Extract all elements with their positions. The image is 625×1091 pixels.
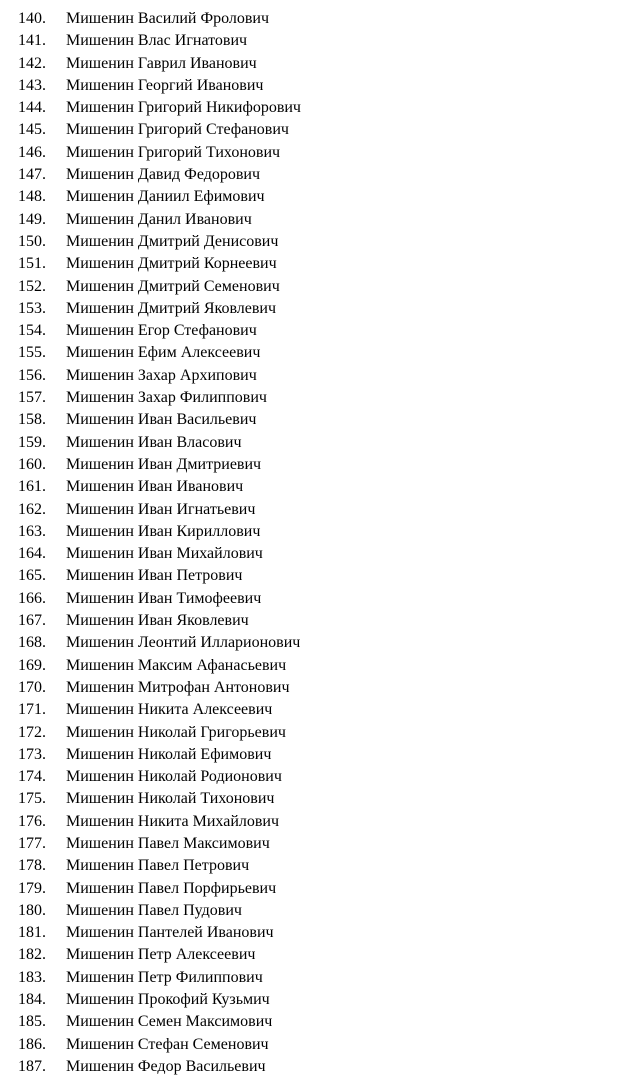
- list-item-number: 177.: [18, 834, 46, 852]
- list-item-name: Мишенин Стефан Семенович: [66, 1035, 269, 1053]
- list-item-name: Мишенин Захар Филиппович: [66, 389, 267, 407]
- list-item-number: 150.: [18, 232, 46, 250]
- list-item: [0, 164, 625, 186]
- list-item-name: Мишенин Николай Родионович: [66, 768, 282, 786]
- list-item-name: Мишенин Влас Игнатович: [66, 32, 248, 50]
- list-item: [0, 967, 625, 989]
- list-item-number: 180.: [18, 901, 46, 919]
- list-item: [0, 989, 625, 1011]
- list-item-number: 157.: [18, 389, 46, 407]
- list-item: [0, 298, 625, 320]
- list-item: [0, 632, 625, 654]
- list-item-number: 142.: [18, 54, 46, 72]
- list-item-name: Мишенин Гаврил Иванович: [66, 54, 257, 72]
- list-item-number: 168.: [18, 634, 46, 652]
- list-item: [0, 75, 625, 97]
- list-item-name: Мишенин Василий Фролович: [66, 10, 270, 27]
- list-item: [0, 432, 625, 454]
- list-item-name: Мишенин Никита Алексеевич: [66, 701, 273, 719]
- list-item: [0, 766, 625, 788]
- list-item-name: Мишенин Данил Иванович: [66, 210, 252, 228]
- list-item-name: Мишенин Леонтий Илларионович: [66, 634, 301, 652]
- list-item-number: 152.: [18, 277, 46, 295]
- list-item-name: Мишенин Иван Васильевич: [66, 411, 257, 429]
- list-item-name: Мишенин Семен Максимович: [66, 1013, 273, 1031]
- list-item: [0, 900, 625, 922]
- list-item: [0, 677, 625, 699]
- list-item: [0, 53, 625, 75]
- list-item: [0, 342, 625, 364]
- list-item-name: Мишенин Николай Григорьевич: [66, 723, 286, 741]
- list-item-number: 181.: [18, 924, 46, 942]
- list-item: [0, 610, 625, 632]
- list-item-name: Мишенин Иван Кириллович: [66, 522, 261, 540]
- list-item: [0, 699, 625, 721]
- list-item-number: 143.: [18, 76, 46, 94]
- list-item-number: 144.: [18, 99, 46, 117]
- list-item: [0, 365, 625, 387]
- list-item-name: Мишенин Иван Игнатьевич: [66, 500, 256, 518]
- list-item-name: Мишенин Павел Пудович: [66, 901, 242, 919]
- list-item-name: Мишенин Дмитрий Яковлевич: [66, 299, 277, 317]
- list-item-name: Мишенин Николай Ефимович: [66, 745, 272, 763]
- list-item-number: 141.: [18, 32, 46, 50]
- list-item: [0, 744, 625, 766]
- list-item-number: 163.: [18, 522, 46, 540]
- list-item-number: 162.: [18, 500, 46, 518]
- list-item: [0, 922, 625, 944]
- list-item-number: 164.: [18, 545, 46, 563]
- list-item-number: 165.: [18, 567, 46, 585]
- list-item-number: 149.: [18, 210, 46, 228]
- list-item: [0, 1034, 625, 1056]
- list-item: [0, 588, 625, 610]
- list-item-name: Мишенин Иван Петрович: [66, 567, 243, 585]
- list-item-name: Мишенин Давид Федорович: [66, 166, 261, 184]
- list-item: [0, 499, 625, 521]
- name-list: [0, 8, 625, 1078]
- list-item-name: Мишенин Иван Михайлович: [66, 545, 263, 563]
- list-item-name: Мишенин Григорий Стефанович: [66, 121, 289, 139]
- list-item-name: Мишенин Петр Алексеевич: [66, 946, 256, 964]
- list-item: [0, 521, 625, 543]
- list-item-number: 145.: [18, 121, 46, 139]
- list-item: [0, 655, 625, 677]
- list-item-name: Мишенин Иван Власович: [66, 433, 242, 451]
- list-item-name: Мишенин Ефим Алексеевич: [66, 344, 261, 362]
- list-item: [0, 788, 625, 810]
- list-item-name: Мишенин Павел Порфирьевич: [66, 879, 277, 897]
- list-item-name: Мишенин Павел Максимович: [66, 834, 270, 852]
- list-item-name: Мишенин Даниил Ефимович: [66, 188, 265, 206]
- list-item-number: 175.: [18, 790, 46, 808]
- list-item-name: Мишенин Павел Петрович: [66, 857, 250, 875]
- list-item-name: Мишенин Прокофий Кузьмич: [66, 991, 270, 1009]
- list-item: [0, 320, 625, 342]
- list-item-number: 161.: [18, 478, 46, 496]
- list-item-name: Мишенин Николай Тихонович: [66, 790, 275, 808]
- list-item: [0, 97, 625, 119]
- list-item-number: 171.: [18, 701, 46, 719]
- list-item-number: 140.: [18, 10, 46, 27]
- list-item-number: 167.: [18, 612, 46, 630]
- list-item-name: Мишенин Иван Иванович: [66, 478, 244, 496]
- list-item-name: Мишенин Митрофан Антонович: [66, 678, 290, 696]
- list-item-number: 178.: [18, 857, 46, 875]
- list-item-name: Мишенин Иван Дмитриевич: [66, 455, 262, 473]
- list-item: [0, 1011, 625, 1033]
- list-item: [0, 30, 625, 52]
- list-item-number: 183.: [18, 968, 46, 986]
- list-item-name: Мишенин Григорий Тихонович: [66, 143, 281, 161]
- list-item-name: Мишенин Георгий Иванович: [66, 76, 264, 94]
- list-item-name: Мишенин Петр Филиппович: [66, 968, 263, 986]
- list-item: [0, 119, 625, 141]
- list-item: [0, 387, 625, 409]
- list-item-name: Мишенин Иван Тимофеевич: [66, 589, 262, 607]
- list-item: [0, 409, 625, 431]
- list-item-number: 170.: [18, 678, 46, 696]
- list-item: [0, 454, 625, 476]
- list-item: [0, 231, 625, 253]
- list-item-name: Мишенин Дмитрий Денисович: [66, 232, 279, 250]
- list-item: [0, 722, 625, 744]
- list-item: [0, 878, 625, 900]
- list-item-number: 154.: [18, 322, 46, 340]
- list-item: [0, 855, 625, 877]
- list-item-number: 146.: [18, 143, 46, 161]
- list-item: [0, 476, 625, 498]
- list-item-number: 184.: [18, 991, 46, 1009]
- list-item-name: Мишенин Егор Стефанович: [66, 322, 257, 340]
- list-item-name: Мишенин Никита Михайлович: [66, 812, 280, 830]
- list-item: [0, 186, 625, 208]
- list-item-number: 159.: [18, 433, 46, 451]
- list-item-name: Мишенин Захар Архипович: [66, 366, 257, 384]
- list-item: [0, 209, 625, 231]
- list-item-name: Мишенин Григорий Никифорович: [66, 99, 301, 117]
- list-item-number: 173.: [18, 745, 46, 763]
- list-item-number: 160.: [18, 455, 46, 473]
- list-item-name: Мишенин Пантелей Иванович: [66, 924, 274, 942]
- list-item-number: 179.: [18, 879, 46, 897]
- list-item: [0, 811, 625, 833]
- list-item-number: 174.: [18, 768, 46, 786]
- list-item: [0, 944, 625, 966]
- list-item-number: 153.: [18, 299, 46, 317]
- list-item: [0, 833, 625, 855]
- list-item-number: 186.: [18, 1035, 46, 1053]
- list-item-number: 166.: [18, 589, 46, 607]
- list-item-number: 187.: [18, 1057, 46, 1075]
- list-item-number: 155.: [18, 344, 46, 362]
- list-item-name: Мишенин Иван Яковлевич: [66, 612, 249, 630]
- list-item: [0, 276, 625, 298]
- list-item-number: 182.: [18, 946, 46, 964]
- list-item: [0, 8, 625, 30]
- list-item-name: Мишенин Максим Афанасьевич: [66, 656, 287, 674]
- list-item: [0, 565, 625, 587]
- list-item-number: 148.: [18, 188, 46, 206]
- list-item-name: Мишенин Дмитрий Корнеевич: [66, 255, 277, 273]
- list-item: [0, 253, 625, 275]
- list-item-number: 156.: [18, 366, 46, 384]
- list-item-number: 185.: [18, 1013, 46, 1031]
- list-item: [0, 142, 625, 164]
- list-item-number: 172.: [18, 723, 46, 741]
- list-item-number: 169.: [18, 656, 46, 674]
- list-item-number: 151.: [18, 255, 46, 273]
- list-item-number: 176.: [18, 812, 46, 830]
- list-item-name: Мишенин Федор Васильевич: [66, 1057, 266, 1075]
- list-item: [0, 543, 625, 565]
- list-item-name: Мишенин Дмитрий Семенович: [66, 277, 280, 295]
- list-item-number: 147.: [18, 166, 46, 184]
- list-item: [0, 1056, 625, 1078]
- list-item-number: 158.: [18, 411, 46, 429]
